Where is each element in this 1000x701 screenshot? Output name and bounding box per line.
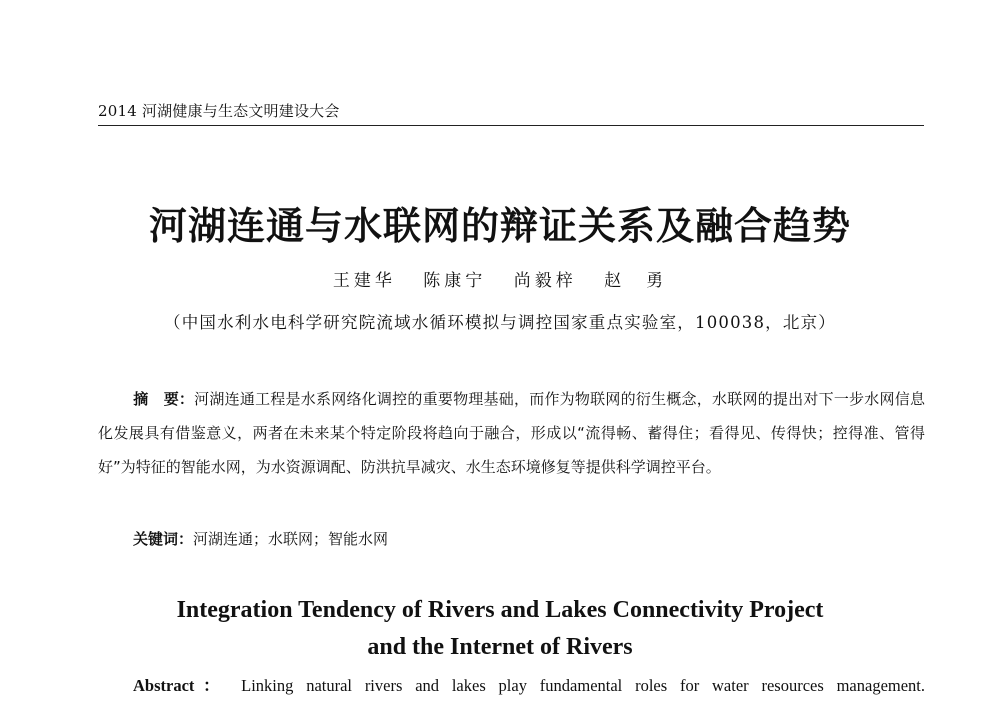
abstract-label: 摘 要： xyxy=(133,390,195,408)
english-title-line-1: Integration Tendency of Rivers and Lakes Connectivity Project xyxy=(176,597,824,623)
chinese-abstract xyxy=(98,382,925,484)
author-name: 尚毅梓 xyxy=(513,271,577,291)
author-name: 陈康宁 xyxy=(423,271,487,291)
abstract-text: 河湖连通工程是水系网络化调控的重要物理基础，而作为物联网的衍生概念，水联网的提出对下一步水网信息化发展具有借鉴意义，两者在未来某个特定阶段将趋向于融合，形成以“流得畅、蓄得住；看得见、传得快；控得准、管得好”为特征的智能水网，为水资源调配、防洪抗旱减灾、水生态环境修复等提供科学调控平台。 xyxy=(98,390,925,476)
chinese-title: 河湖连通与水联网的辩证关系及融合趋势 xyxy=(148,203,851,248)
affiliation: （中国水利水电科学研究院流域水循环模拟与调控国家重点实验室，100038，北京） xyxy=(164,313,836,332)
author-list xyxy=(0,269,1000,293)
english-abstract-label: Abstract： xyxy=(133,676,229,695)
author-name: 赵 勇 xyxy=(604,271,668,291)
header-rule xyxy=(98,125,924,126)
english-abstract-text: Linking natural rivers and lakes play fundamental roles for water resources management. xyxy=(241,676,926,695)
chinese-keywords xyxy=(133,527,388,551)
keywords-text: 河湖连通；水联网；智能水网 xyxy=(193,530,389,548)
author-name: 王建华 xyxy=(332,271,396,291)
keywords-label: 关键词： xyxy=(133,530,194,548)
english-title-line-2: and the Internet of Rivers xyxy=(367,634,633,660)
running-head: 2014 河湖健康与生态文明建设大会 xyxy=(98,102,340,120)
english-abstract xyxy=(133,675,925,697)
